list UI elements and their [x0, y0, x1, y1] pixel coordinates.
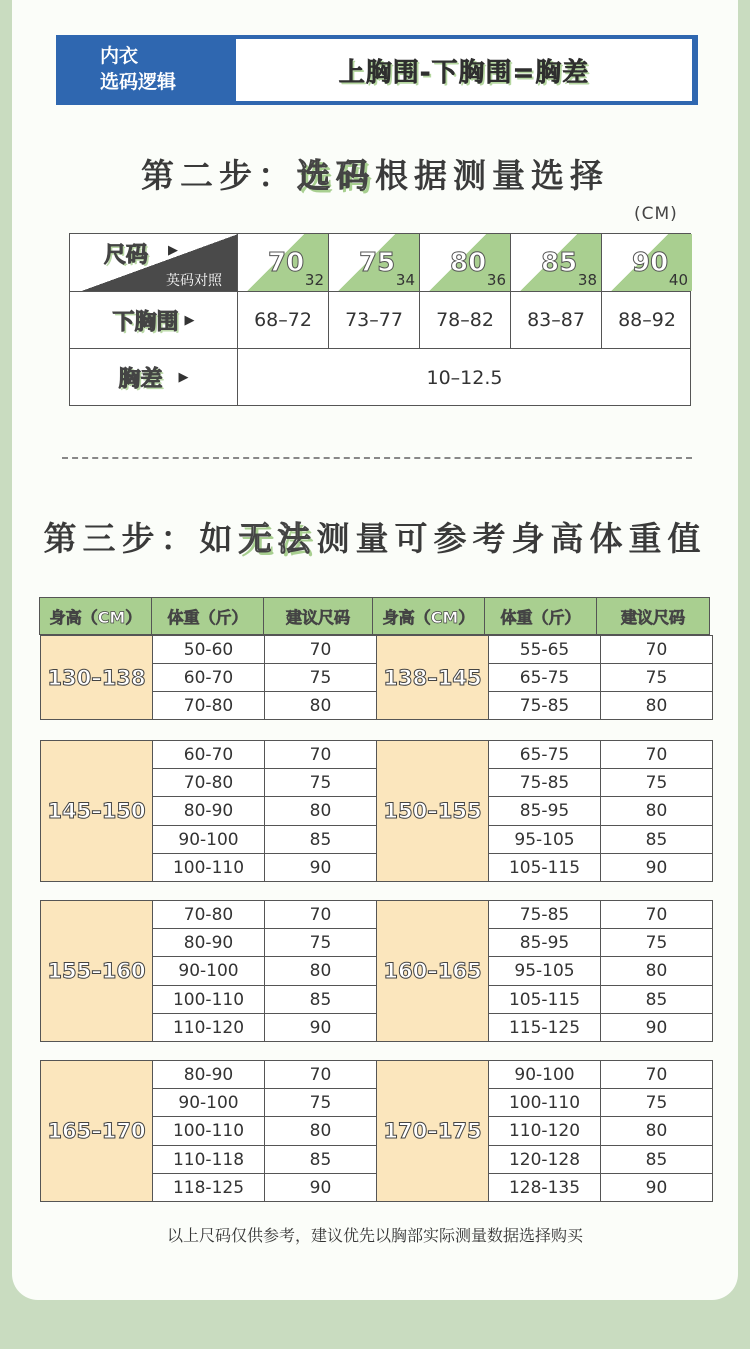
banner-title-line2: 选码逻辑: [100, 71, 177, 93]
banner-title-line1: 内衣: [100, 45, 139, 67]
underbust-value: 68–72: [254, 309, 312, 331]
weight-range-cell: 105-115: [488, 985, 601, 1014]
weight-range-cell: 100-110: [152, 1116, 265, 1146]
suggested-size-cell: 85: [264, 825, 377, 854]
weight-range-cell: 100-110: [488, 1088, 601, 1117]
size-uk: 36: [486, 271, 506, 289]
diff-label: 胸差: [118, 367, 163, 392]
step2-heading-prefix: 第二步：: [141, 156, 297, 195]
weight-range-cell: 85-95: [488, 928, 601, 957]
weight-range-cell: 90-100: [152, 825, 265, 854]
height-range-cell: 170–175: [376, 1060, 489, 1202]
suggested-size-cell: 90: [600, 1173, 713, 1202]
height-range-cell: 160–165: [376, 900, 489, 1042]
header-banner: [56, 35, 698, 105]
height-range-cell: 150–155: [376, 740, 489, 882]
step3-heading-highlight: 无法: [238, 519, 317, 558]
suggested-size-cell: 70: [264, 740, 377, 769]
size-uk: 34: [395, 271, 415, 289]
suggested-size-cell: 70: [264, 635, 377, 664]
suggested-size-cell: 70: [264, 1060, 377, 1089]
suggested-size-cell: 85: [600, 825, 713, 854]
weight-range-cell: 100-110: [152, 985, 265, 1014]
height-group: [40, 635, 713, 720]
suggested-size-cell: 70: [264, 900, 377, 929]
suggested-size-cell: 70: [600, 1060, 713, 1089]
suggested-size-cell: 75: [600, 928, 713, 957]
underbust-value: 78–82: [436, 309, 494, 331]
weight-range-cell: 110-120: [488, 1116, 601, 1146]
weight-range-cell: 55-65: [488, 635, 601, 664]
unit-label: (CM): [634, 204, 678, 224]
underbust-value: 88–92: [618, 309, 676, 331]
weight-range-cell: 115-125: [488, 1013, 601, 1042]
weight-range-cell: 128-135: [488, 1173, 601, 1202]
column-header: 建议尺码: [596, 597, 710, 635]
suggested-size-cell: 75: [264, 768, 377, 797]
corner-uk-label: 英码对照: [166, 273, 222, 289]
weight-range-cell: 118-125: [152, 1173, 265, 1202]
suggested-size-cell: 80: [600, 1116, 713, 1146]
weight-range-cell: 60-70: [152, 740, 265, 769]
suggested-size-cell: 80: [264, 956, 377, 986]
suggested-size-cell: 80: [600, 956, 713, 986]
height-range-cell: 138–145: [376, 635, 489, 720]
suggested-size-cell: 70: [600, 635, 713, 664]
suggested-size-cell: 75: [600, 1088, 713, 1117]
suggested-size-cell: 85: [264, 985, 377, 1014]
size-cn: 75: [359, 248, 396, 278]
height-group: [40, 740, 713, 882]
underbust-arrow-icon: ▶: [184, 312, 195, 328]
size-cn: 70: [268, 248, 305, 278]
weight-range-cell: 110-118: [152, 1145, 265, 1174]
height-weight-header: [40, 597, 713, 635]
step3-heading: [0, 513, 750, 560]
height-range-cell: 130–138: [40, 635, 153, 720]
height-group: [40, 1060, 713, 1202]
underbust-value: 73–77: [345, 309, 403, 331]
suggested-size-cell: 75: [264, 928, 377, 957]
size-uk: 38: [577, 271, 597, 289]
column-header: 建议尺码: [263, 597, 373, 635]
weight-range-cell: 50-60: [152, 635, 265, 664]
underbust-label: 下胸围: [112, 309, 179, 335]
size-header-cell: [511, 234, 601, 291]
section-divider: [62, 457, 692, 459]
weight-range-cell: 65-75: [488, 663, 601, 692]
weight-range-cell: 120-128: [488, 1145, 601, 1174]
size-header-cell: [602, 234, 692, 291]
step2-heading: [0, 150, 750, 197]
suggested-size-cell: 90: [600, 853, 713, 882]
weight-range-cell: 75-85: [488, 900, 601, 929]
suggested-size-cell: 80: [264, 796, 377, 826]
suggested-size-cell: 90: [264, 853, 377, 882]
suggested-size-cell: 75: [600, 768, 713, 797]
size-uk: 40: [668, 271, 688, 289]
suggested-size-cell: 90: [264, 1173, 377, 1202]
suggested-size-cell: 85: [264, 1145, 377, 1174]
weight-range-cell: 75-85: [488, 768, 601, 797]
height-range-cell: 165–170: [40, 1060, 153, 1202]
weight-range-cell: 75-85: [488, 691, 601, 720]
column-header: 体重（斤）: [484, 597, 597, 635]
weight-range-cell: 90-100: [152, 956, 265, 986]
suggested-size-cell: 80: [264, 691, 377, 720]
suggested-size-cell: 75: [264, 663, 377, 692]
suggested-size-cell: 90: [264, 1013, 377, 1042]
suggested-size-cell: 85: [600, 985, 713, 1014]
size-header-cell: [420, 234, 510, 291]
step2-heading-suffix: 根据测量选择: [375, 156, 609, 195]
step3-heading-prefix: 第三步：如: [43, 519, 239, 558]
weight-range-cell: 90-100: [488, 1060, 601, 1089]
size-chart-table: [69, 233, 691, 406]
suggested-size-cell: 75: [600, 663, 713, 692]
weight-range-cell: 60-70: [152, 663, 265, 692]
weight-range-cell: 110-120: [152, 1013, 265, 1042]
height-group: [40, 900, 713, 1042]
weight-range-cell: 65-75: [488, 740, 601, 769]
underbust-label-cell: [70, 292, 237, 348]
diff-value: 10–12.5: [426, 366, 503, 389]
suggested-size-cell: 90: [600, 1013, 713, 1042]
step3-heading-suffix: 测量可参考身高体重值: [316, 519, 707, 558]
size-cn: 90: [632, 248, 669, 278]
weight-range-cell: 70-80: [152, 768, 265, 797]
suggested-size-cell: 80: [600, 691, 713, 720]
size-uk: 32: [304, 271, 324, 289]
suggested-size-cell: 85: [600, 1145, 713, 1174]
weight-range-cell: 90-100: [152, 1088, 265, 1117]
size-header-cell: [329, 234, 419, 291]
weight-range-cell: 80-90: [152, 1060, 265, 1089]
size-cn: 85: [541, 248, 578, 278]
step2-heading-highlight: 选码: [297, 156, 375, 195]
weight-range-cell: 95-105: [488, 825, 601, 854]
size-cn: 80: [450, 248, 487, 278]
column-header: 体重（斤）: [151, 597, 264, 635]
banner-formula: 上胸围-下胸围=胸差: [338, 57, 590, 88]
suggested-size-cell: 70: [600, 740, 713, 769]
weight-range-cell: 70-80: [152, 691, 265, 720]
corner-arrow-icon: ▶: [168, 243, 178, 258]
weight-range-cell: 100-110: [152, 853, 265, 882]
size-header-cell: [238, 234, 328, 291]
weight-range-cell: 85-95: [488, 796, 601, 826]
suggested-size-cell: 75: [264, 1088, 377, 1117]
corner-cell: [70, 234, 237, 291]
column-header: 身高（CM）: [39, 597, 152, 635]
weight-range-cell: 105-115: [488, 853, 601, 882]
diff-label-cell: [70, 349, 237, 406]
suggested-size-cell: 70: [600, 900, 713, 929]
weight-range-cell: 80-90: [152, 928, 265, 957]
diff-arrow-icon: ▶: [178, 370, 189, 385]
underbust-value: 83–87: [527, 309, 585, 331]
height-range-cell: 155–160: [40, 900, 153, 1042]
column-header: 身高（CM）: [372, 597, 485, 635]
weight-range-cell: 70-80: [152, 900, 265, 929]
weight-range-cell: 80-90: [152, 796, 265, 826]
corner-size-label: 尺码: [104, 243, 149, 268]
footer-note: 以上尺码仅供参考，建议优先以胸部实际测量数据选择购买: [166, 1226, 583, 1245]
suggested-size-cell: 80: [600, 796, 713, 826]
banner-title: [56, 35, 234, 105]
weight-range-cell: 95-105: [488, 956, 601, 986]
height-range-cell: 145–150: [40, 740, 153, 882]
banner-formula-box: [236, 39, 692, 101]
suggested-size-cell: 80: [264, 1116, 377, 1146]
